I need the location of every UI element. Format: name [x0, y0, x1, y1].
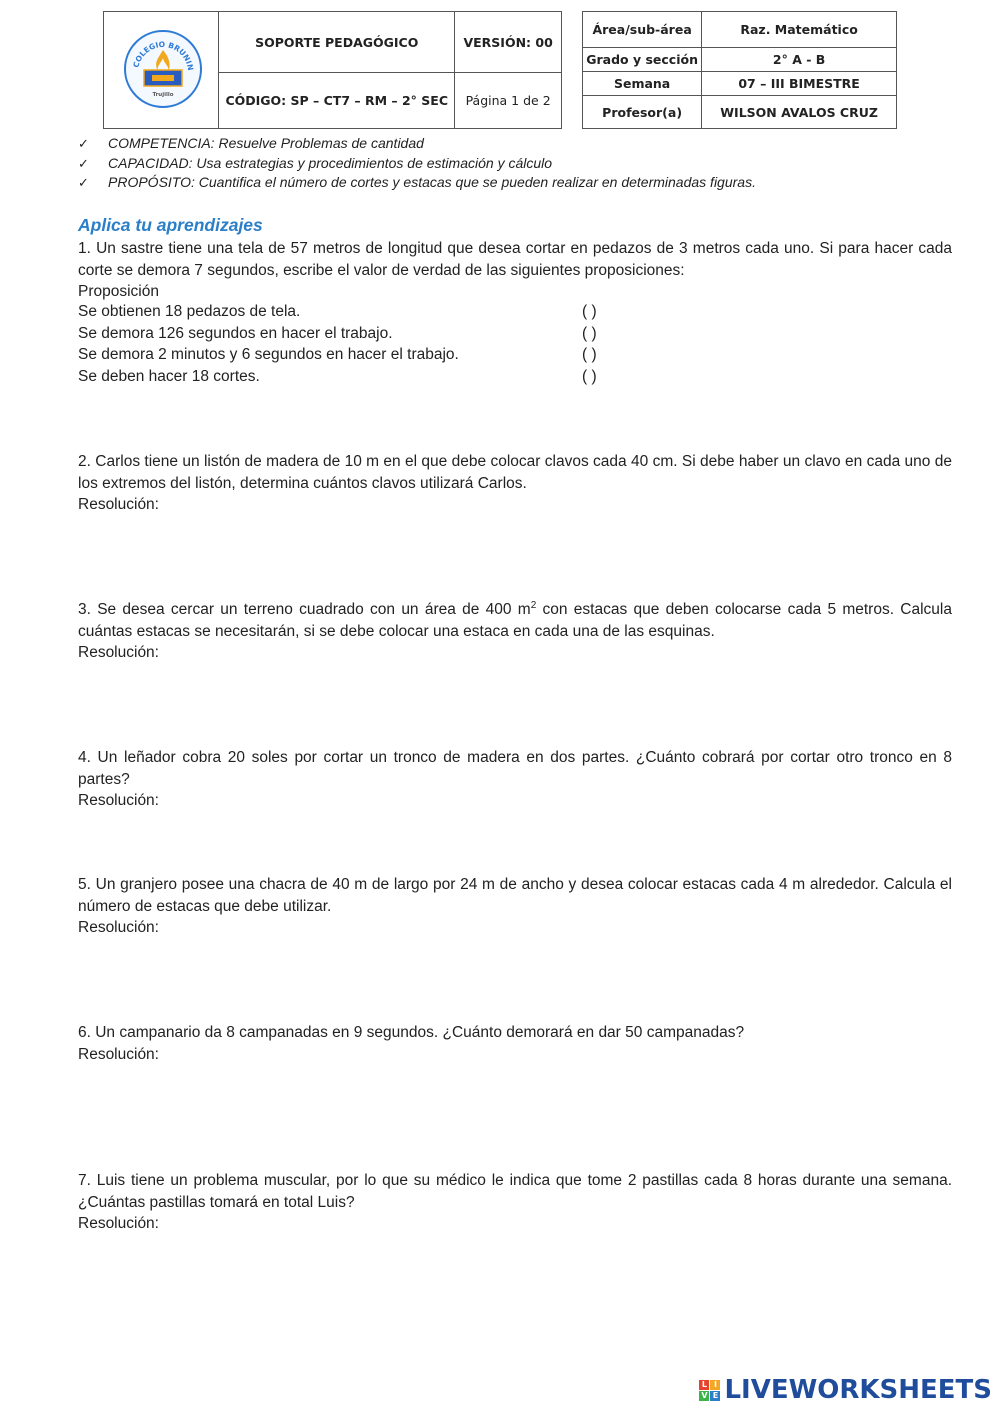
school-crest-icon	[124, 30, 202, 108]
question-4-text: 4. Un leñador cobra 20 soles por cortar un tronco de madera en dos partes. ¿Cuánto cobrará por cortar otro tronco en 8 partes?	[78, 749, 952, 788]
proposition-row	[78, 301, 638, 323]
checkmark-icon: ✓	[78, 175, 89, 191]
badge-letter: I	[710, 1380, 720, 1390]
question-5	[78, 874, 952, 939]
question-4	[78, 747, 952, 812]
info-value-grade: 2° A - B	[702, 48, 897, 72]
objective-capacidad: CAPACIDAD: Usa estrategias y procedimientos de estimación y cálculo	[108, 154, 553, 171]
logo-arc-text: COLEGIO BRUNIN	[131, 39, 196, 72]
question-3-text	[78, 599, 952, 642]
resolution-label: Resolución:	[78, 919, 159, 936]
objective-competencia: COMPETENCIA: Resuelve Problemas de cantidad	[108, 135, 424, 151]
objective-item	[78, 134, 756, 154]
page-indicator: Página 1 de 2	[455, 73, 562, 129]
info-label-teacher: Profesor(a)	[583, 96, 702, 129]
true-false-blank[interactable]: ( )	[582, 324, 597, 342]
question-7	[78, 1170, 952, 1235]
badge-letter: E	[710, 1391, 720, 1401]
resolution-label: Resolución:	[78, 792, 159, 809]
resolution-label: Resolución:	[78, 1215, 159, 1232]
proposition-row	[78, 366, 638, 388]
liveworksheets-watermark[interactable]	[699, 1375, 992, 1405]
proposition-text: Se obtienen 18 pedazos de tela.	[78, 303, 301, 320]
proposition-text: Se demora 2 minutos y 6 segundos en hacer el trabajo.	[78, 346, 459, 363]
info-value-area: Raz. Matemático	[702, 12, 897, 48]
question-3-text-a: 3. Se desea cercar un terreno cuadrado con un área de 400 m	[78, 601, 531, 618]
resolution-label: Resolución:	[78, 1045, 159, 1063]
proposition-list	[78, 301, 638, 387]
info-label-area: Área/sub-área	[583, 12, 702, 48]
resolution-label: Resolución:	[78, 644, 159, 661]
question-1-text: 1. Un sastre tiene una tela de 57 metros de longitud que desea cortar en pedazos de 3 metros cada uno. Si para hacer cada corte se demora 7 segundos, escribe el valor de verdad de las siguientes proposiciones:	[78, 240, 952, 279]
true-false-blank[interactable]: ( )	[582, 367, 597, 385]
proposition-row	[78, 323, 638, 345]
objective-proposito: PROPÓSITO: Cuantifica el número de cortes y estacas que se pueden realizar en determinadas figuras.	[108, 174, 756, 191]
question-3-text-b: con estacas que deben colocarse cada 5 metros. Calcula cuántas estacas se necesitarán, si se debe colocar una estaca en cada una de las esquinas.	[78, 601, 952, 640]
objectives-list	[78, 134, 756, 193]
question-1	[78, 238, 952, 303]
logo-city: Trujillo	[152, 92, 174, 98]
objective-item	[78, 154, 756, 174]
info-value-teacher: WILSON AVALOS CRUZ	[702, 96, 897, 129]
resolution-label: Resolución:	[78, 496, 159, 513]
doc-version: VERSIÓN: 00	[455, 12, 562, 73]
badge-letter: V	[701, 1390, 708, 1400]
info-table	[582, 11, 897, 129]
checkmark-icon: ✓	[78, 136, 89, 151]
svg-text:COLEGIO BRUNING	[126, 32, 195, 71]
proposition-text: Se deben hacer 18 cortes.	[78, 367, 260, 385]
info-value-week: 07 – III BIMESTRE	[702, 72, 897, 96]
section-title: Aplica tu aprendizajes	[78, 215, 263, 235]
header-table	[103, 11, 562, 129]
proposition-text: Se demora 126 segundos en hacer el trabajo.	[78, 324, 393, 342]
question-2	[78, 451, 952, 516]
objective-item	[78, 173, 756, 193]
liveworksheets-logo-icon	[699, 1380, 720, 1401]
question-3-superscript: 2	[530, 599, 537, 611]
doc-code: CÓDIGO: SP – CT7 – RM – 2° SEC	[219, 73, 455, 129]
question-5-text: 5. Un granjero posee una chacra de 40 m de largo por 24 m de ancho y desea colocar estacas cada 4 m alrededor. Calcula el número de estacas que debe utilizar.	[78, 876, 952, 915]
badge-letter: L	[699, 1380, 709, 1390]
question-6-text: 6. Un campanario da 8 campanadas en 9 segundos. ¿Cuánto demorará en dar 50 campanadas?	[78, 1024, 745, 1041]
question-3	[78, 599, 952, 664]
question-1-heading: Proposición	[78, 283, 159, 300]
doc-title: SOPORTE PEDAGÓGICO	[219, 12, 455, 73]
info-label-week: Semana	[583, 72, 702, 96]
proposition-row	[78, 344, 638, 366]
question-6	[78, 1022, 952, 1065]
true-false-blank[interactable]: ( )	[582, 346, 597, 363]
question-2-text: 2. Carlos tiene un listón de madera de 10 m en el que debe colocar clavos cada 40 cm. Si debe haber un clavo en cada uno de los extremos del listón, determina cuántos clavos utilizará Carlos.	[78, 453, 952, 492]
info-label-grade: Grado y sección	[583, 48, 702, 72]
logo-cell	[104, 12, 219, 129]
watermark-text: LIVEWORKSHEETS	[724, 1375, 992, 1405]
question-7-text: 7. Luis tiene un problema muscular, por lo que su médico le indica que tome 2 pastillas cada 8 horas durante una semana. ¿Cuántas pastillas tomará en total Luis?	[78, 1172, 952, 1211]
true-false-blank[interactable]: ( )	[582, 303, 597, 320]
checkmark-icon: ✓	[78, 155, 89, 171]
